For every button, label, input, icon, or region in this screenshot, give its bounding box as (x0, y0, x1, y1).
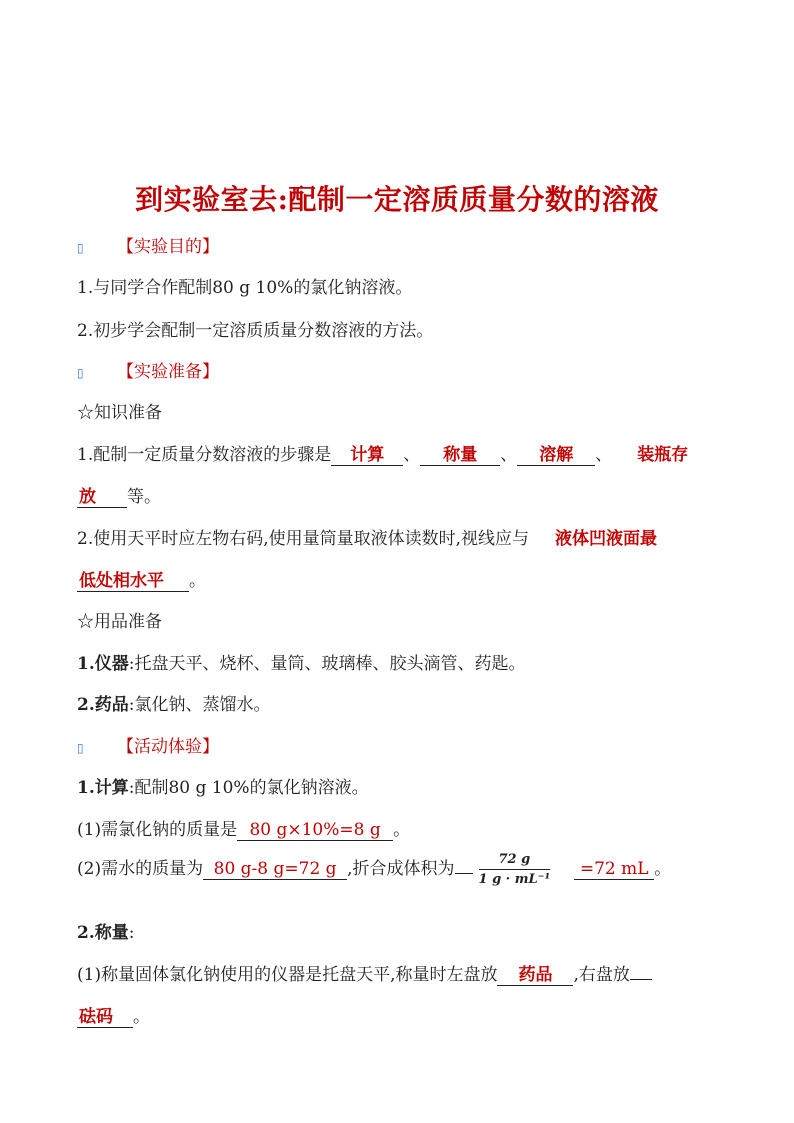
purpose-item-1: 1.与同学合作配制80 g 10%的氯化钠溶液。 (77, 278, 413, 298)
knowledge-q1-cont (77, 482, 161, 508)
supplies-chemicals (77, 690, 270, 715)
page-title: 到实验室去:配制一定溶质质量分数的溶液 (135, 183, 659, 216)
supplies-heading: ☆用品准备 (77, 612, 162, 632)
activity-w1-cont (77, 1002, 150, 1028)
section-prep-label: 【实验准备】 (117, 362, 219, 382)
c2-answer: 80 g-8 g=72 g (203, 859, 347, 880)
section-purpose-label: 【实验目的】 (117, 237, 219, 257)
calc-text: :配制80 g 10%的氯化钠溶液。 (128, 778, 369, 798)
separator: 、 (595, 445, 613, 465)
activity-c1 (77, 815, 410, 841)
w1-suffix: 。 (133, 1007, 150, 1027)
w1-blank-lead (630, 963, 652, 980)
chemicals-label: 2.药品 (77, 695, 129, 715)
chemicals-text: :氯化钠、蒸馏水。 (128, 695, 271, 715)
section-activity-label: 【活动体验】 (117, 737, 219, 757)
c1-suffix: 。 (393, 820, 411, 840)
weigh-label: 2.称量 (77, 923, 129, 943)
section-marker-icon: ▯ (77, 740, 84, 755)
w1-answer-weights: 砝码 (77, 1002, 133, 1028)
c2-mid: ,折合成体积为 (347, 859, 455, 879)
instruments-label: 1.仪器 (77, 654, 129, 674)
activity-weigh (77, 918, 134, 943)
answer-meniscus-part1: 液体凹液面最 (555, 529, 658, 549)
calc-label: 1.计算 (77, 778, 129, 798)
c2-answer-volume: =72 mL (574, 859, 654, 880)
answer-calculate: 计算 (331, 440, 403, 466)
section-prep-header (77, 357, 219, 382)
q2-suffix: 。 (189, 571, 206, 591)
purpose-item-2: 2.初步学会配制一定溶质质量分数溶液的方法。 (77, 321, 434, 341)
volume-fraction (479, 852, 551, 887)
w1-prefix: (1)称量固体氯化钠使用的仪器是托盘天平,称量时左盘放 (77, 965, 498, 985)
section-purpose-header (77, 232, 219, 257)
activity-calc (77, 773, 369, 798)
separator: 、 (500, 445, 518, 465)
knowledge-heading: ☆知识准备 (77, 403, 162, 423)
fraction-numerator: 72 g (479, 852, 551, 870)
weigh-colon: : (128, 923, 135, 943)
c1-answer: 80 g×10%=8 g (237, 820, 393, 841)
w1-mid: ,右盘放 (573, 965, 630, 985)
answer-dissolve: 溶解 (517, 440, 595, 466)
w1-answer-drug: 药品 (497, 960, 573, 986)
c2-blank-lead (455, 857, 473, 874)
answer-bottle-part2: 放 (77, 482, 127, 508)
q2-prefix: 2.使用天平时应左物右码,使用量筒量取液体读数时,视线应与 (77, 529, 530, 549)
q1-prefix: 1.配制一定质量分数溶液的步骤是 (77, 445, 332, 465)
c1-prefix: (1)需氯化钠的质量是 (77, 820, 238, 840)
knowledge-q1 (77, 440, 690, 466)
instruments-text: :托盘天平、烧杯、量筒、玻璃棒、胶头滴管、药匙。 (128, 654, 526, 674)
q1-suffix: 等。 (127, 487, 161, 507)
fraction-denominator: 1 g · mL⁻¹ (478, 872, 551, 887)
c2-prefix: (2)需水的质量为 (77, 859, 204, 879)
knowledge-q2 (77, 524, 659, 549)
section-activity-header (77, 732, 219, 757)
activity-c2 (77, 852, 671, 887)
answer-weigh: 称量 (420, 440, 500, 466)
section-marker-icon: ▯ (77, 240, 84, 255)
supplies-instruments (77, 649, 525, 674)
knowledge-q2-cont (77, 566, 206, 592)
answer-meniscus-part2: 低处相水平 (77, 566, 189, 592)
section-marker-icon: ▯ (77, 365, 84, 380)
activity-w1 (77, 960, 652, 986)
answer-bottle-part1: 装瓶存 (637, 445, 689, 465)
separator: 、 (403, 445, 421, 465)
c2-suffix: 。 (654, 859, 672, 879)
